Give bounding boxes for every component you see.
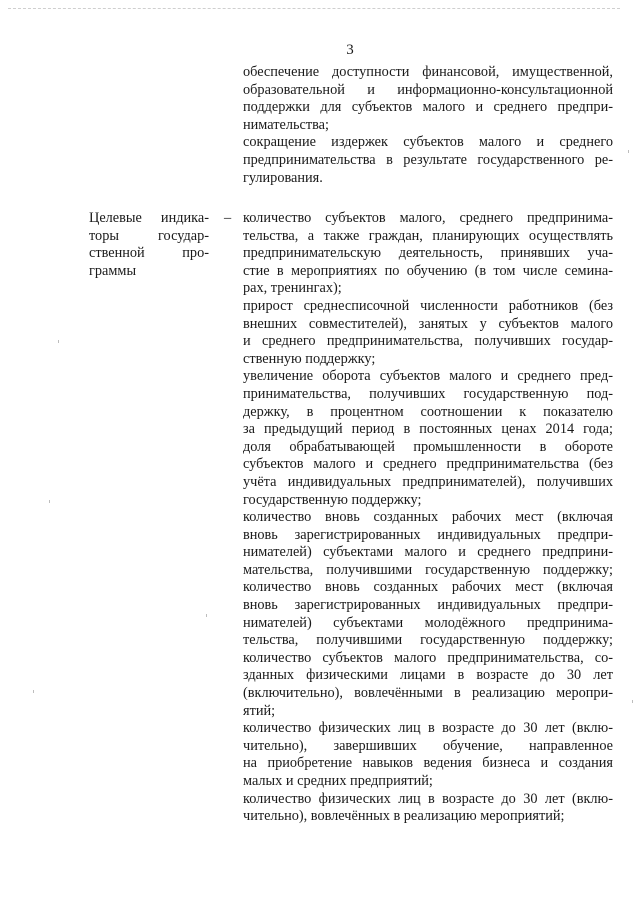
text-line: за предыдущий период в постоянных ценах 2014 года;: [243, 421, 613, 438]
text-line: образовательной и информационно-консультационной: [243, 81, 613, 98]
text-line: ятий;: [243, 702, 276, 719]
text-line: чительно), вовлечённых в реализацию мероприятий;: [243, 808, 565, 825]
label-line: Целевые индика-: [89, 210, 209, 226]
text-line: обеспечение доступности финансовой, имущественной,: [243, 64, 613, 80]
text-line: сокращение издержек субъектов малого и среднего: [243, 134, 613, 151]
text-line: мательства, получившими государственную поддержку;: [243, 561, 613, 578]
scan-speck: [628, 150, 629, 153]
text-line: субъектов малого и среднего предпринимательства (без: [243, 456, 613, 473]
text-line: тельства, а также граждан, планирующих осуществлять: [243, 227, 613, 244]
target-indicators-list: [243, 210, 613, 826]
scan-speck: [49, 500, 50, 503]
text-line: поддержки для субъектов малого и среднего предпри-: [243, 99, 613, 116]
label-dash: –: [224, 210, 232, 226]
text-line: зданных физическими лицами в возрасте до 30 лет: [243, 667, 613, 684]
scan-edge-line: [8, 8, 620, 9]
section-label-target-indicators: [89, 210, 209, 280]
text-line: нимателей) субъектами молодёжного предпринима-: [243, 614, 613, 631]
text-line: учёта индивидуальных предпринимателей), получивших: [243, 473, 613, 490]
text-line: доля обрабатывающей промышленности в обороте: [243, 438, 613, 455]
text-line: предпринимательскую деятельность, принявших уча-: [243, 245, 613, 262]
text-line: на приобретение навыков ведения бизнеса и создания: [243, 755, 613, 772]
text-line: и среднего предпринимательства, получивших государ-: [243, 333, 613, 350]
label-line: торы государ-: [89, 227, 209, 244]
text-line: вновь зарегистрированных индивидуальных предпри-: [243, 597, 613, 614]
text-line: стие в мероприятиях по обучению (в том числе семина-: [243, 262, 613, 279]
text-line: гулирования.: [243, 169, 323, 186]
text-line: нимателей) субъектами малого и среднего предприни-: [243, 544, 613, 561]
text-line: увеличение оборота субъектов малого и среднего пред-: [243, 368, 613, 385]
text-line: рах, тренингах);: [243, 280, 342, 297]
label-line: граммы: [89, 262, 137, 279]
text-line: принимательства, получивших государственную под-: [243, 385, 613, 402]
text-line: ственную поддержку;: [243, 350, 376, 367]
scan-speck: [33, 690, 34, 693]
text-line: (включительно), вовлечёнными в реализацию меропри-: [243, 685, 613, 702]
scan-speck: [206, 614, 207, 617]
text-line: предпринимательства в результате государственного ре-: [243, 151, 613, 168]
text-line: нимательства;: [243, 116, 329, 133]
text-line: количество субъектов малого, среднего предпринима-: [243, 210, 613, 226]
page-number: 3: [346, 42, 354, 58]
text-line: количество физических лиц в возрасте до 30 лет (вклю-: [243, 790, 613, 807]
scan-speck: [632, 700, 633, 703]
label-line: ственной про-: [89, 245, 209, 262]
text-line: малых и средних предприятий;: [243, 773, 433, 789]
text-line: государственную поддержку;: [243, 491, 422, 508]
text-line: количество вновь созданных рабочих мест (включая: [243, 579, 613, 596]
text-line: держку, в процентном соотношении к показателю: [243, 403, 613, 420]
scan-speck: [58, 340, 59, 343]
text-line: внешних совместителей), занятых у субъектов малого: [243, 315, 613, 332]
text-line: чительно), завершивших обучение, направленное: [243, 737, 613, 754]
text-line: вновь зарегистрированных индивидуальных предпри-: [243, 526, 613, 543]
text-line: количество вновь созданных рабочих мест (включая: [243, 509, 613, 526]
text-line: прирост среднесписочной численности работников (без: [243, 297, 613, 314]
text-line: количество физических лиц в возрасте до 30 лет (вклю-: [243, 720, 613, 737]
text-line: тельства, получившими государственную поддержку;: [243, 632, 613, 649]
text-line: количество субъектов малого предпринимательства, со-: [243, 649, 613, 666]
goals-continuation-text: [243, 64, 613, 187]
